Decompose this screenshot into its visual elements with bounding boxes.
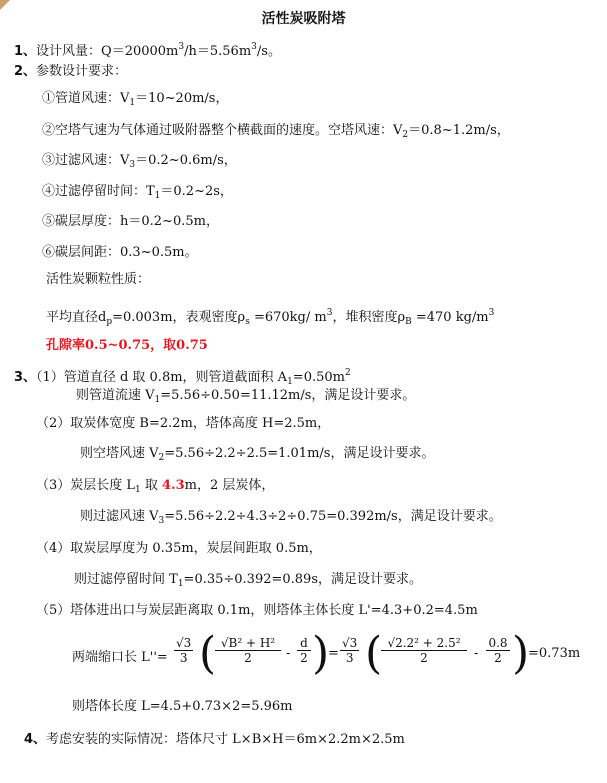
calc-3-result-sub: 3: [158, 516, 165, 526]
calc-1-result-sub: 1: [154, 395, 161, 405]
prop-apparent-density-value: =670kg/ m: [249, 310, 327, 325]
calc-4-result-value: =0.35÷0.392=0.89s，满足设计要求。: [183, 572, 423, 587]
param-pipe-velocity: [42, 90, 228, 112]
calc-2-result-value: =5.56÷2.2÷2.5=1.01m/s，满足设计要求。: [164, 446, 435, 461]
frac-dval-numerator: 0.8: [486, 636, 510, 651]
frac-bh-over-2: [215, 636, 281, 665]
prop-diameter: 平均直径d: [46, 310, 107, 325]
section-2-title: 参数设计要求：: [36, 64, 128, 79]
param-4-value: ＝0.2~2s，: [160, 184, 233, 199]
calc-1-sup: 2: [344, 368, 351, 378]
calc-2: （2）取炭体宽度 B=2.2m，塔体高度 H=2.5m，: [36, 416, 331, 431]
frac-d-denominator: 2: [300, 651, 308, 665]
frac-a-denominator: 3: [179, 651, 188, 665]
prop-sup-1: 3: [326, 308, 333, 318]
param-carbon-thickness: ⑤碳层厚度：h＝0.2~0.5m，: [42, 214, 219, 229]
page-title: 活性炭吸附塔: [261, 11, 346, 27]
frac-d-over-2: [297, 636, 311, 665]
calc-1-sub: 1: [287, 377, 293, 387]
formula-equals: =: [328, 646, 339, 661]
param-3-value: ＝0.2~0.6m/s，: [135, 153, 237, 168]
calc-3-result: [80, 508, 502, 530]
calc-1-result-value: =5.56÷0.50=11.12m/s，满足设计要求。: [160, 388, 416, 403]
calc-3-highlight: 4.3: [162, 478, 185, 493]
paren-open-b: (: [365, 628, 383, 679]
frac-b-numerator: √3: [342, 636, 358, 650]
calc-1-result: [76, 387, 415, 409]
param-1-text: ①管道风速：V: [42, 91, 130, 106]
calc-1-result-text: 则管道流速 V: [76, 388, 155, 403]
calc-4-result: [74, 571, 422, 593]
formula-minus-a: -: [286, 646, 291, 661]
param-1-sub: 1: [129, 98, 136, 108]
paren-close-b: ): [512, 628, 530, 679]
param-residence-time: [42, 183, 233, 205]
calc-3-result-text: 则过滤风速 V: [80, 509, 159, 524]
carbon-properties-heading: 活性炭颗粒性质：: [46, 272, 151, 287]
airflow-text-a: 设计风量：Q＝20000m: [36, 44, 179, 59]
carbon-properties: [46, 304, 494, 331]
frac-values-numerator: √2.2² + 2.5²: [381, 636, 467, 651]
calc-2-result-text: 则空塔风速 V: [80, 446, 159, 461]
param-filter-velocity: [42, 152, 237, 174]
porosity-note: 孔隙率0.5~0.75，取0.75: [46, 338, 208, 353]
calc-2-result: [80, 445, 434, 467]
formula-label: 两端缩口长 L''=: [72, 650, 168, 665]
frac-b-denominator: 3: [345, 651, 354, 665]
airflow-sup-b: 3: [251, 42, 257, 52]
calc-3-text: （3）炭层长度 L: [36, 478, 136, 493]
taper-length-formula: [72, 628, 592, 682]
section-2-heading: [14, 63, 127, 81]
param-2-text: ②空塔气速为气体通过吸附器整个横截面的速度。空塔风速：V: [42, 123, 403, 138]
airflow-sup-a: 3: [178, 42, 185, 52]
frac-bh-denominator: 2: [244, 651, 252, 665]
section-4-text: 考虑安装的实际情况：塔体尺寸 L×B×H＝6m×2.2m×2.5m: [46, 732, 405, 747]
frac-bh-numerator: √B² + H²: [215, 636, 281, 651]
frac-sqrt3-over-3-a: [174, 636, 193, 665]
calc-3: [36, 477, 274, 499]
frac-sqrt3-over-3-b: [340, 636, 359, 665]
frac-d-numerator: d: [297, 636, 311, 651]
prop-apparent-density: =0.003m，表观密度ρ: [112, 310, 246, 325]
section-1-number: 1、: [14, 44, 37, 59]
calc-3-result-value: =5.56÷2.2÷4.3÷2÷0.75=0.392m/s，满足设计要求。: [164, 509, 502, 524]
calc-1-value: =0.50m: [292, 370, 345, 385]
airflow-text-c: /s。: [256, 44, 281, 59]
param-1-value: ＝10~20m/s，: [135, 91, 229, 106]
calc-4: （4）取炭层厚度为 0.35m，炭层间距取 0.5m，: [36, 541, 322, 556]
param-2-value: ＝0.8~1.2m/s，: [408, 123, 510, 138]
calc-4-result-text: 则过滤停留时间 T: [74, 572, 178, 587]
frac-dval-denominator: 2: [494, 651, 502, 665]
prop-sub-p: p: [106, 317, 113, 327]
frac-a-numerator: √3: [176, 636, 192, 650]
tower-length-result: 则塔体长度 L=4.5+0.73×2=5.96m: [72, 699, 293, 714]
param-2-sub: 2: [402, 130, 409, 140]
param-4-text: ④过滤停留时间：T: [42, 184, 155, 199]
prop-sub-b: B: [405, 317, 412, 327]
prop-bulk-density-value: =470 kg/m: [411, 310, 489, 325]
param-3-text: ③过滤风速：V: [42, 153, 130, 168]
frac-dval-over-2: [486, 636, 510, 665]
calc-3-take: 取: [140, 478, 163, 493]
param-3-sub: 3: [129, 160, 136, 170]
section-3-number: 3、: [14, 370, 37, 385]
section-4-number: 4、: [24, 732, 47, 747]
calc-3-sub: 1: [135, 485, 141, 495]
calc-2-result-sub: 2: [158, 453, 165, 463]
param-carbon-spacing: ⑥碳层间距：0.3~0.5m。: [42, 245, 198, 260]
calc-1-text: （1）管道直径 d 取 0.8m，则管道截面积 A: [36, 370, 288, 385]
frac-values-denominator: 2: [420, 651, 428, 665]
calc-3-rest: m，2 层炭体，: [184, 478, 275, 493]
section-2-number: 2、: [14, 64, 37, 79]
param-4-sub: 1: [154, 191, 161, 201]
airflow-text-b: /h＝5.56m: [184, 44, 252, 59]
paren-open-a: (: [199, 628, 217, 679]
calc-5: （5）塔体进出口与炭层距离取 0.1m，则塔体主体长度 L'=4.3+0.2=4.5m: [36, 603, 478, 618]
param-empty-tower-velocity: [42, 122, 510, 144]
section-4: [24, 731, 405, 749]
prop-bulk-density: ，堆积密度ρ: [332, 310, 406, 325]
frac-values-over-2: [381, 636, 467, 665]
formula-result: =0.73m: [528, 646, 581, 661]
formula-minus-b: -: [474, 646, 479, 661]
paren-close-a: ): [312, 628, 330, 679]
prop-sup-2: 3: [488, 308, 495, 318]
section-1: [14, 38, 281, 61]
prop-sub-s: s: [245, 317, 250, 327]
calc-4-result-sub: 1: [177, 579, 184, 589]
